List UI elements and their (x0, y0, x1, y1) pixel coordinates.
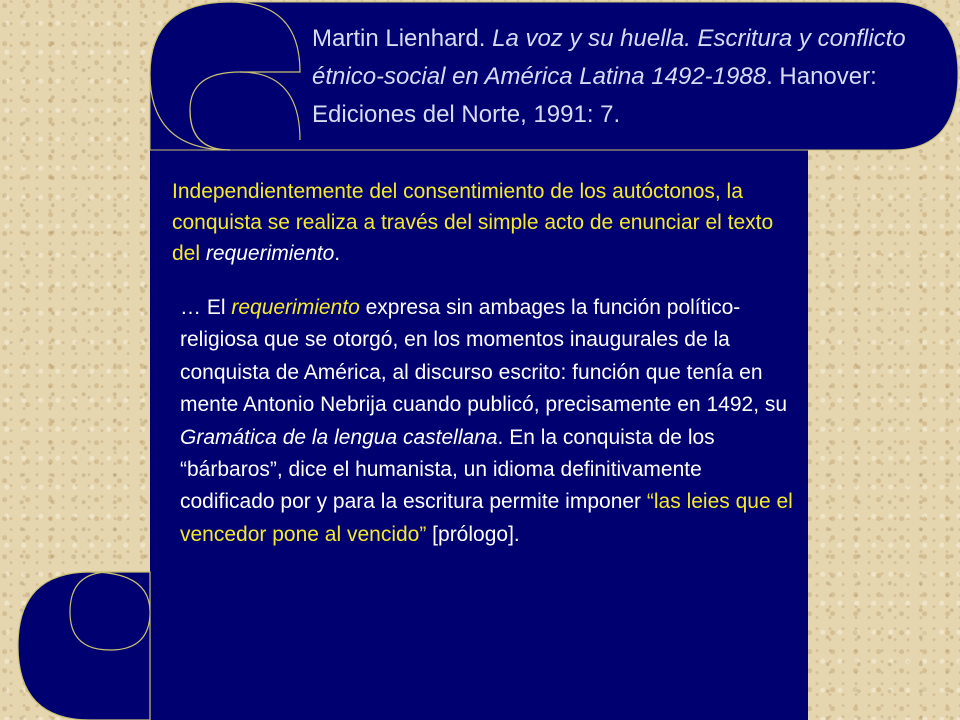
thesis-statement (172, 176, 802, 269)
citation (312, 20, 932, 134)
quote-part-3: . En la conquista de los “bárbaros”, dice el humanista, un idioma definitivamente codificado por y para la escritura permite imponer (180, 425, 715, 514)
citation-publication: . Hanover: Ediciones del Norte, 1991: 7. (312, 63, 877, 128)
quote-part-2: expresa sin ambages la función político-religiosa que se otorgó, en los momentos inaugurales de la conquista de América, al discurso escrito: función que tenía en mente Antonio Nebrija cuando publicó, precisamente en 1492, su (180, 296, 788, 417)
quote-part-4: [prólogo]. (426, 522, 520, 546)
quote-term: requerimiento (231, 296, 360, 319)
thesis-period: . (334, 242, 341, 265)
citation-author: Martin Lienhard. (312, 25, 493, 52)
quote-part-1: … El (180, 296, 232, 319)
quote-work-title: Gramática de la lengua castellana (180, 425, 498, 449)
quote-inner-quote: “las leies que el vencedor pone al vencido” (180, 490, 793, 546)
thesis-term: requerimiento (205, 242, 335, 265)
block-quote (180, 292, 800, 551)
bottom-curl-inner (70, 572, 150, 650)
citation-book-title: La voz y su huella. Escritura y conflicto étnico-social en América Latina 1492-1988 (312, 25, 906, 90)
thesis-text: Independientemente del consentimiento de los autóctonos, la conquista se realiza a través del simple acto de enunciar el texto del (172, 180, 774, 265)
